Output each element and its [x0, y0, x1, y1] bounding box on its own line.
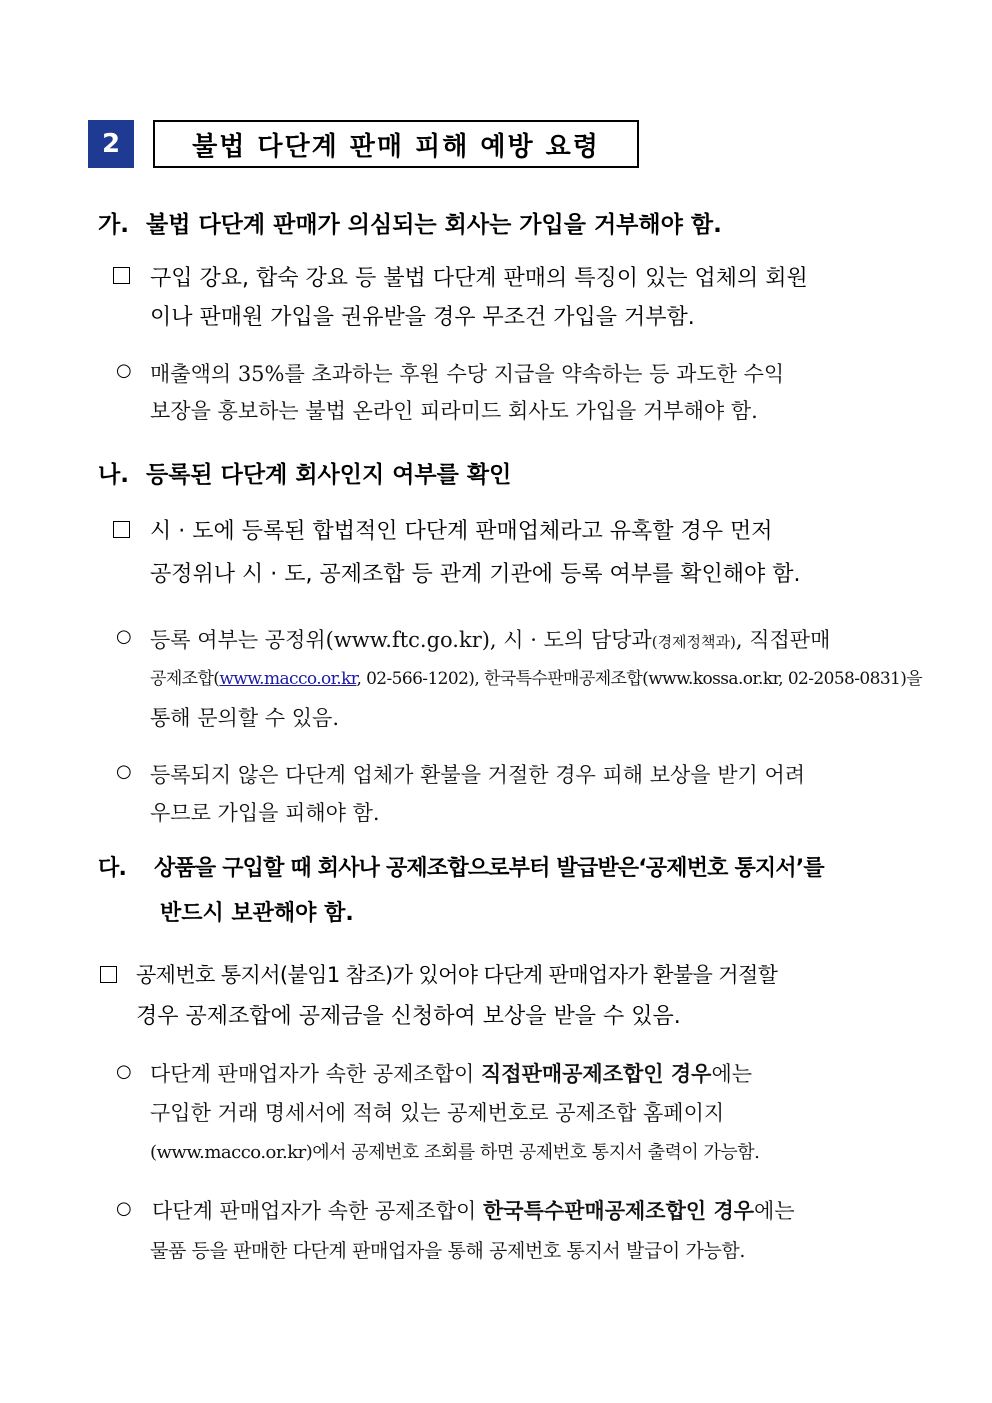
text: 다단계 판매업자가 속한 공제조합이: [150, 1062, 481, 1086]
text: , 02-566-1202), 한국특수판매공제조합(www.kossa.or.kr, 02-2058-0831)을: [356, 669, 923, 689]
na-o2-line-1: 등록되지 않은 다단계 업체가 환불을 거절한 경우 피해 보상을 받기 어려: [150, 763, 806, 787]
heading-text: 상품을 구입할 때 회사나 공제조합으로부터 발급받은‘공제번호 통지서’를: [154, 856, 824, 881]
da-box-line-1: 공제번호 통지서(붙임1 참조)가 있어야 다단계 판매업자가 환불을 거절할: [136, 963, 778, 987]
na-box-line-1: 시 · 도에 등록된 합법적인 다단계 판매업체라고 유혹할 경우 먼저: [150, 519, 773, 544]
ga-box-line-2: 이나 판매원 가입을 권유받을 경우 무조건 가입을 거부함.: [150, 305, 695, 330]
heading-marker: 가.: [98, 212, 129, 238]
section-title: 불법 다단계 판매 피해 예방 요령: [153, 120, 639, 168]
text: 공제조합(: [150, 669, 220, 689]
text: , 직접판매: [735, 628, 831, 652]
department-note: (경제정책과): [651, 633, 736, 651]
heading-marker: 나.: [98, 462, 129, 488]
macco-link[interactable]: www.macco.or.kr: [219, 669, 357, 689]
na-o1-line-3: 통해 문의할 수 있음.: [150, 706, 339, 730]
bullet-circle-icon: ○: [116, 761, 132, 782]
bullet-circle-icon: ○: [116, 360, 132, 381]
text: 구입 강요, 합숙 강요 등 불법 다단계 판매의 특징이 있는 업체의 회원: [150, 266, 808, 291]
checkbox-square-icon: [100, 966, 117, 983]
checkbox-square-icon: [113, 267, 130, 284]
text: 다단계 판매업자가 속한 공제조합이: [152, 1199, 483, 1223]
bullet-circle-icon: ○: [116, 1061, 132, 1082]
ga-box-line-1: [150, 261, 906, 292]
heading-da-line-2: 반드시 보관해야 함.: [160, 901, 354, 926]
na-o1-line-2: [150, 664, 922, 689]
da-o2-line-1: [152, 1195, 795, 1225]
da-o1-line-3: (www.macco.or.kr)에서 공제번호 조회를 하면 공제번호 통지서 출력이 가능함.: [150, 1142, 760, 1163]
text: 에는: [754, 1199, 795, 1223]
text: 에는: [711, 1062, 753, 1086]
heading-marker: 다.: [98, 856, 127, 881]
heading-text: 등록된 다단계 회사인지 여부를 확인: [146, 462, 512, 488]
na-o2-line-2: 우므로 가입을 피해야 함.: [150, 801, 380, 825]
heading-text: 불법 다단계 판매가 의심되는 회사는 가입을 거부해야 함.: [146, 212, 722, 238]
da-o1-line-1: [150, 1058, 752, 1088]
heading-na: [98, 456, 511, 489]
checkbox-square-icon: [113, 521, 130, 538]
na-o1-line-1: [150, 624, 830, 654]
da-o2-line-2: 물품 등을 판매한 다단계 판매업자을 통해 공제번호 통지서 발급이 가능함.: [150, 1240, 746, 1262]
da-box-line-2: 경우 공제조합에 공제금을 신청하여 보상을 받을 수 있음.: [136, 1004, 681, 1029]
heading-ga: [98, 206, 722, 239]
emphasis: 직접판매공제조합인 경우: [481, 1062, 712, 1086]
na-box-line-2: 공정위나 시 · 도, 공제조합 등 관계 기관에 등록 여부를 확인해야 함.: [150, 562, 801, 587]
bullet-circle-icon: ○: [116, 626, 132, 647]
text: 등록 여부는 공정위(www.ftc.go.kr), 시 · 도의 담당과: [150, 628, 652, 652]
emphasis: 한국특수판매공제조합인 경우: [483, 1199, 755, 1223]
bullet-circle-icon: ○: [116, 1198, 132, 1219]
ga-o1-line-1: 매출액의 35%를 초과하는 후원 수당 지급을 약속하는 등 과도한 수익: [150, 362, 785, 386]
section-number-badge: 2: [88, 120, 134, 168]
da-o1-line-2: 구입한 거래 명세서에 적혀 있는 공제번호로 공제조합 홈페이지: [150, 1101, 725, 1125]
ga-o1-line-2: 보장을 홍보하는 불법 온라인 피라미드 회사도 가입을 거부해야 함.: [150, 399, 758, 423]
heading-da-line-1: [98, 851, 824, 882]
